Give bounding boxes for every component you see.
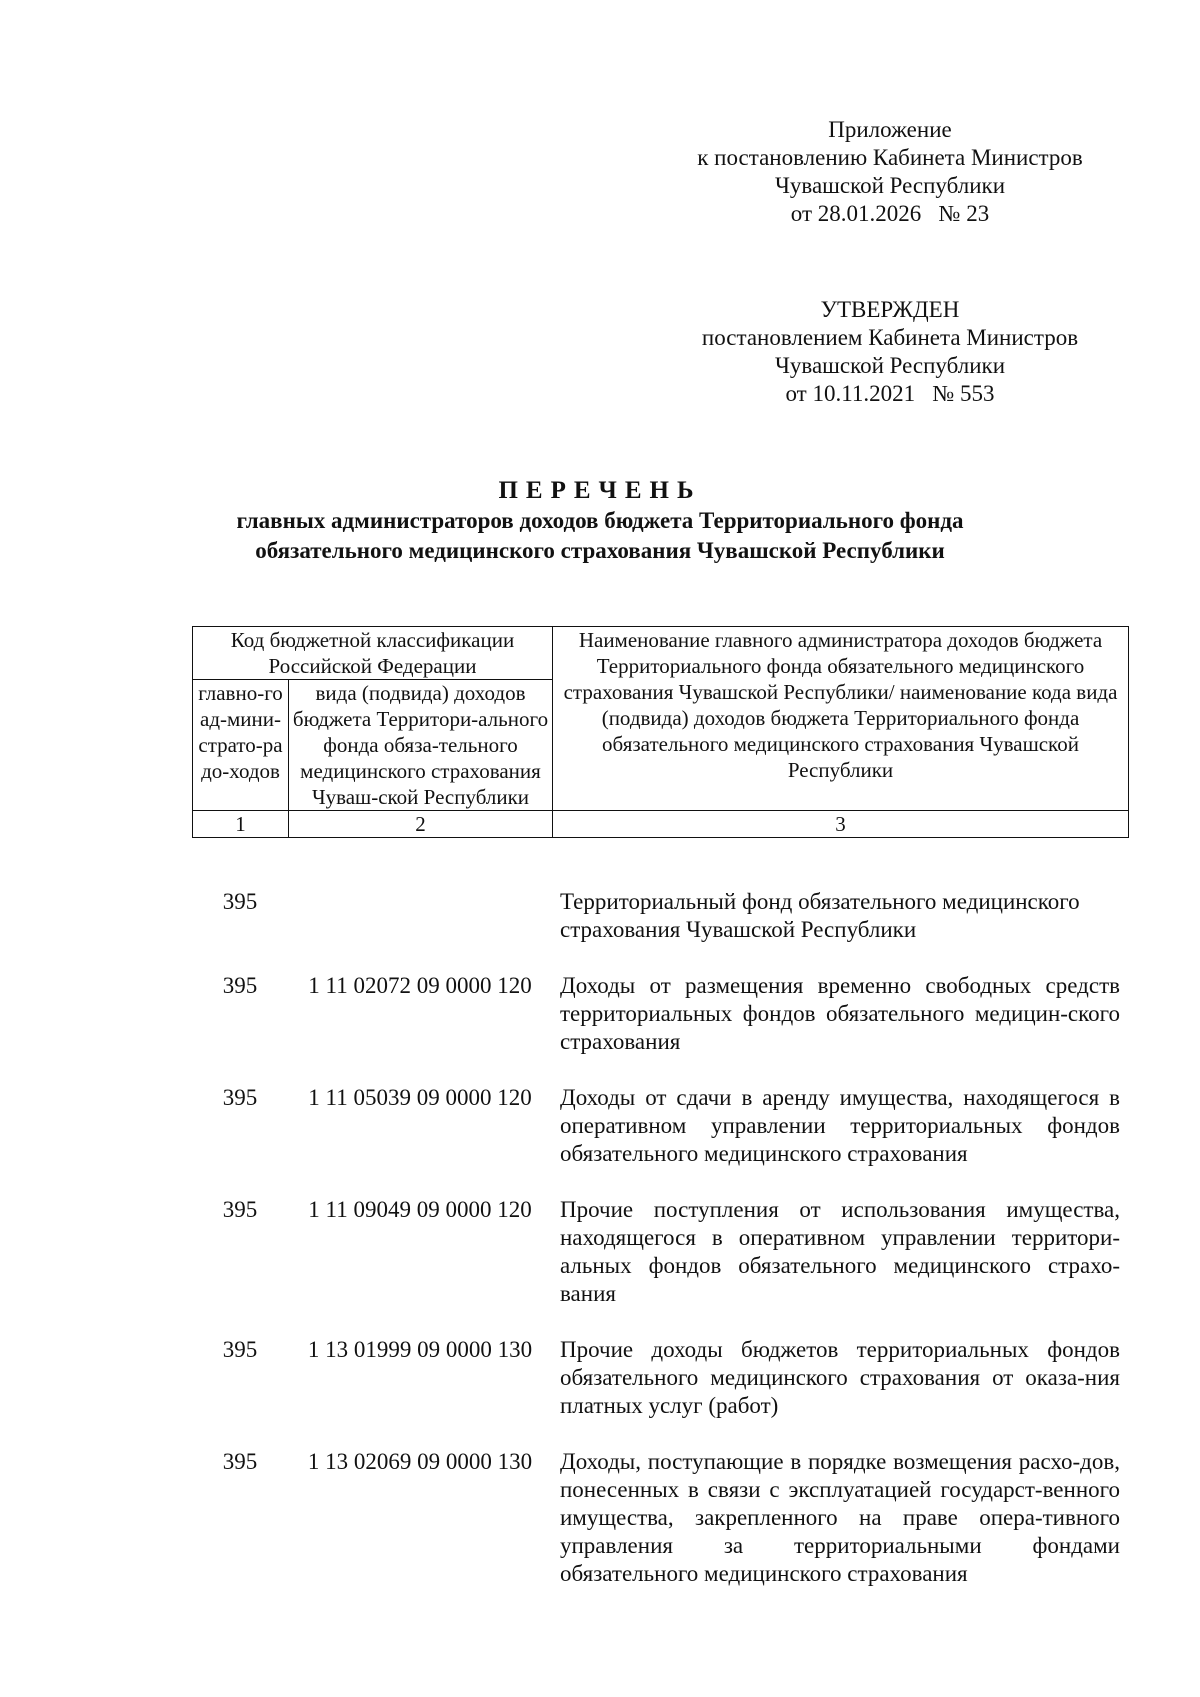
column-number: 1 — [193, 811, 289, 838]
appendix-line: к постановлению Кабинета Министров — [697, 145, 1083, 170]
document-title: ПЕРЕЧЕНЬ — [498, 477, 702, 504]
header-col-admin: главно-го ад-мини-страто-ра до-ходов — [193, 680, 289, 811]
appendix-line: Чувашской Республики — [774, 173, 1006, 198]
table-body — [192, 888, 1128, 1588]
admin-code: 395 — [222, 1085, 258, 1110]
approval-line: Чувашской Республики — [774, 353, 1006, 378]
income-name: Доходы от сдачи в аренду имущества, находящегося в оперативном управлении территориальных фондов обязательного медицинского страхования — [560, 1085, 1120, 1166]
appendix-title: Приложение — [828, 117, 952, 142]
approval-block — [630, 296, 1150, 408]
admin-code: 395 — [222, 973, 258, 998]
document-subtitle: обязательного медицинского страхования Чувашской Республики — [255, 538, 945, 563]
income-name: Прочие доходы бюджетов территориальных фондов обязательного медицинского страхования от оказа-ния платных услуг (работ) — [560, 1337, 1120, 1418]
approval-line: постановлением Кабинета Министров — [701, 325, 1079, 350]
table-row — [192, 1336, 1128, 1420]
column-number: 3 — [553, 811, 1129, 838]
income-name: Прочие поступления от использования имущества, находящегося в оперативном управлении территори-альных фондов обязательного медицинского страхо-вания — [560, 1197, 1120, 1306]
table-header — [192, 626, 1129, 838]
income-code — [288, 888, 552, 944]
admin-code: 395 — [222, 1337, 258, 1362]
header-group-code: Код бюджетной классификации Российской Федерации — [193, 627, 553, 680]
appendix-reference: от 28.01.2026 № 23 — [790, 201, 990, 226]
admin-code: 395 — [222, 889, 258, 914]
income-code: 1 11 05039 09 0000 120 — [308, 1085, 532, 1110]
column-number: 2 — [289, 811, 553, 838]
income-code: 1 11 02072 09 0000 120 — [308, 973, 532, 998]
approval-reference: от 10.11.2021 № 553 — [785, 381, 995, 406]
income-code: 1 13 01999 09 0000 130 — [307, 1337, 533, 1362]
admin-code: 395 — [222, 1197, 258, 1222]
document-subtitle: главных администраторов доходов бюджета Территориального фонда — [236, 508, 964, 533]
header-col-name: Наименование главного администратора доходов бюджета Территориального фонда обязательного медицинского страхования Чувашской Республики/ наименование кода вида (подвида) доходов бюджета Территориального фонда обязательного медицинского страхования Чувашской Республики — [553, 627, 1129, 811]
admin-code: 395 — [222, 1449, 258, 1474]
table-row — [192, 972, 1128, 1056]
table-row — [192, 1448, 1128, 1588]
document-title-block — [100, 476, 1100, 566]
header-col-code: вида (подвида) доходов бюджета Территори-ального фонда обяза-тельного медицинского страхования Чуваш-ской Республики — [289, 680, 553, 811]
income-code: 1 11 09049 09 0000 120 — [308, 1197, 532, 1222]
income-name: Доходы, поступающие в порядке возмещения расхо-дов, понесенных в связи с эксплуатацией государст-венного имущества, закрепленного на праве опера-тивного управления за территориальными фондами обязательного медицинского страхования — [560, 1449, 1120, 1586]
appendix-block — [630, 116, 1150, 228]
income-name: Территориальный фонд обязательного медицинского страхования Чувашской Республики — [560, 889, 1080, 942]
income-name: Доходы от размещения временно свободных средств территориальных фондов обязательного медицин-ского страхования — [560, 973, 1120, 1054]
table-row — [192, 1084, 1128, 1168]
income-code: 1 13 02069 09 0000 130 — [307, 1449, 533, 1474]
table-row — [192, 1196, 1128, 1308]
approval-title: УТВЕРЖДЕН — [820, 297, 960, 322]
table-row — [192, 888, 1128, 944]
